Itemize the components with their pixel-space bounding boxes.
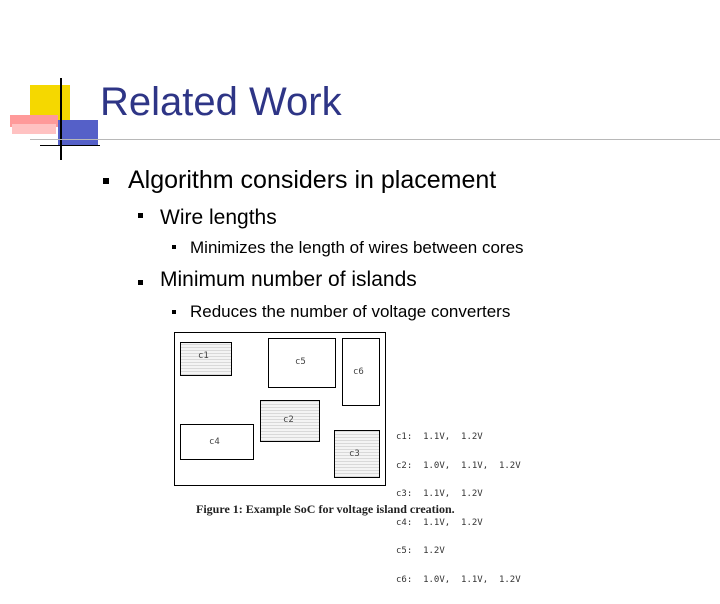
core-c1 <box>180 342 232 376</box>
core-c6 <box>342 338 380 406</box>
core-label: c1 <box>198 351 209 361</box>
bullet-icon <box>103 178 109 184</box>
bullet-wire-detail: Minimizes the length of wires between cores <box>190 238 524 257</box>
logo-blue-square <box>58 120 98 146</box>
bullet-wire-lengths: Wire lengths <box>160 206 277 229</box>
slide-title: Related Work <box>100 80 342 124</box>
legend-line: c2: 1.0V, 1.1V, 1.2V <box>396 460 521 471</box>
core-c3 <box>334 430 380 478</box>
legend-line: c1: 1.1V, 1.2V <box>396 432 483 442</box>
legend-line: c3: 1.1V, 1.2V <box>396 489 483 499</box>
title-divider <box>30 139 720 140</box>
soc-figure <box>170 330 540 585</box>
core-label: c3 <box>349 449 360 459</box>
bullet-algorithm: Algorithm considers in placement <box>128 166 497 194</box>
core-label: c6 <box>353 367 364 377</box>
bullet-islands: Minimum number of islands <box>160 268 417 291</box>
core-label: c4 <box>209 437 220 447</box>
core-c2 <box>260 400 320 442</box>
bullet-icon <box>172 310 176 314</box>
legend-line: c6: 1.0V, 1.1V, 1.2V <box>396 574 521 585</box>
core-c5 <box>268 338 336 388</box>
bullet-icon <box>138 213 143 218</box>
bullet-islands-detail: Reduces the number of voltage converters <box>190 302 511 321</box>
logo-red-bar-2 <box>12 124 56 134</box>
legend-line: c5: 1.2V <box>396 546 445 556</box>
bullet-icon <box>138 280 143 285</box>
core-label: c5 <box>295 357 306 367</box>
logo-horizontal-line <box>40 145 100 146</box>
bullet-icon <box>172 245 176 249</box>
core-c4 <box>180 424 254 460</box>
core-label: c2 <box>283 415 294 425</box>
logo-vertical-line <box>60 78 62 160</box>
figure-caption: Figure 1: Example SoC for voltage island creation. <box>196 502 455 516</box>
legend-line: c4: 1.1V, 1.2V <box>396 517 483 528</box>
